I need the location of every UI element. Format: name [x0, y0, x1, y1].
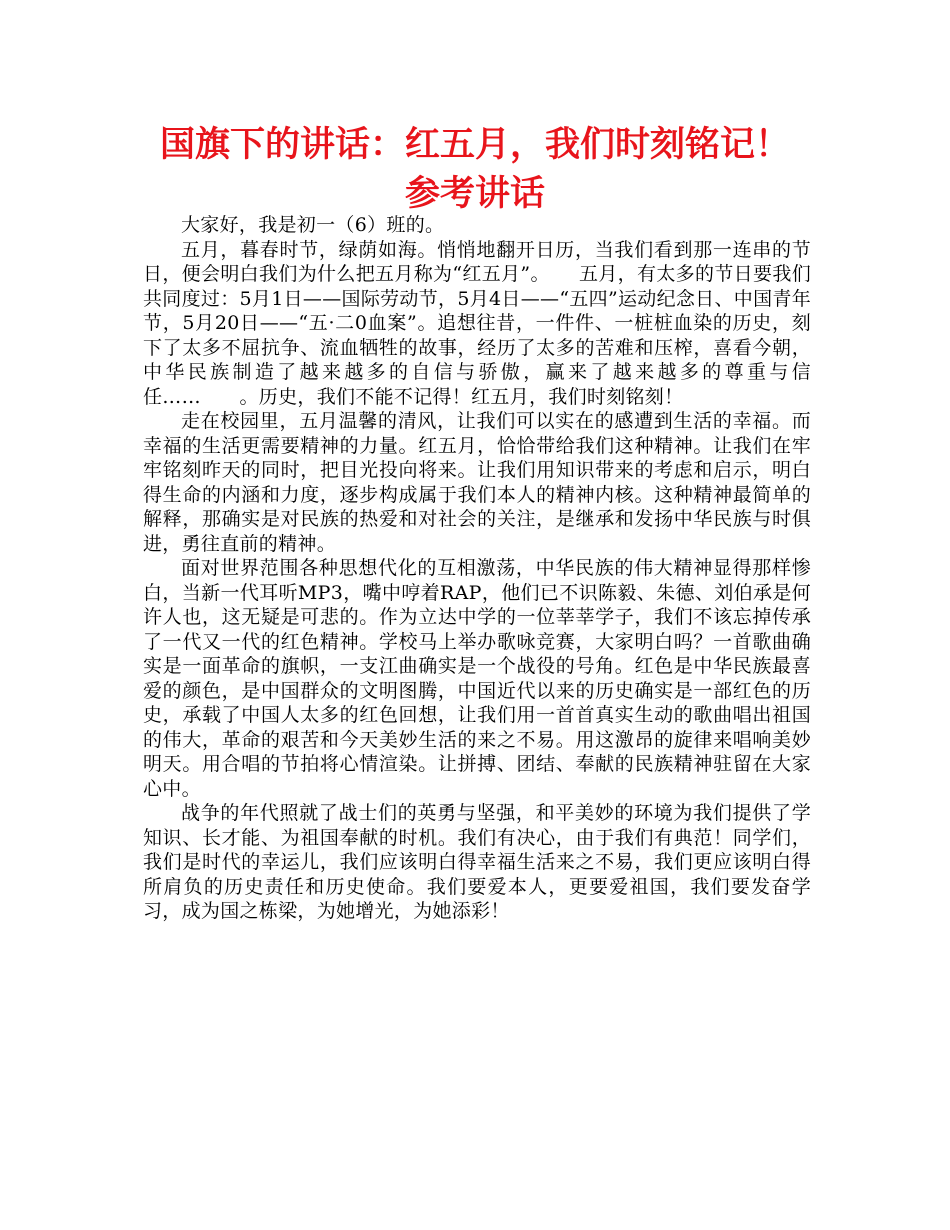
paragraph-campus: 走在校园里，五月温馨的清风，让我们可以实在的感遭到生活的幸福。而幸福的生活更需要精神的力量。红五月，恰恰带给我们这种精神。让我们在牢牢铭刻昨天的同时，把目光投向将来。让我们用知识带来的考虑和启示，明白得生命的内涵和力度，逐步构成属于我们本人的精神内核。这种精神最简单的解释，那确实是对民族的热爱和对社会的关注，是继承和发扬中华民族与时俱进，勇往直前的精神。 [143, 410, 811, 555]
paragraph-closing: 战争的年代照就了战士们的英勇与坚强，和平美妙的环境为我们提供了学知识、长才能、为祖国奉献的时机。我们有决心，由于我们有典范！同学们，我们是时代的幸运儿，我们应该明白得幸福生活来之不易，我们更应该明白得所肩负的历史责任和历史使命。我们要爱本人，更要爱祖国，我们要发奋学习，成为国之栋梁，为她增光，为她添彩！ [143, 802, 811, 922]
paragraph-red-spirit: 面对世界范围各种思想代化的互相激荡，中华民族的伟大精神显得那样惨白，当新一代耳听MP3，嘴中哼着RAP，他们已不识陈毅、朱德、刘伯承是何许人也，这无疑是可悲的。作为立达中学的一位莘莘学子，我们不该忘掉传承了一代又一代的红色精神。学校马上举办歌咏竞赛，大家明白吗？一首歌曲确实是一面革命的旗帜，一支江曲确实是一个战役的号角。红色是中华民族最喜爱的颜色，是中国群众的文明图腾，中国近代以来的历史确实是一部红色的历史，承载了中国人太多的红色回想，让我们用一首首真实生动的歌曲唱出祖国的伟大，革命的艰苦和今天美妙生活的来之不易。用这激昂的旋律来唱响美妙明天。用合唱的节拍将心情渲染。让拼搏、团结、奉献的民族精神驻留在大家心中。 [143, 557, 811, 800]
document-subtitle: 参考讲话 [404, 174, 545, 214]
document-title: 国旗下的讲话：红五月，我们时刻铭记！ [159, 125, 790, 165]
document-body [143, 213, 811, 924]
paragraph-greeting: 大家好，我是初一（6）班的。 [181, 214, 445, 236]
paragraph-may: 五月，暮春时节，绿荫如海。悄悄地翻开日历，当我们看到那一连串的节日，便会明白我们为什么把五月称为“红五月”。 五月，有太多的节日要我们共同度过：5月1日——国际劳动节，5月4日——“五四”运动纪念日、中国青年节，5月20日——“五·二0血案”。追想往昔，一件件、一桩桩血染的历史，刻下了太多不屈抗争、流血牺牲的故事，经历了太多的苦难和压榨，喜看今朝，中华民族制造了越来越多的自信与骄傲，赢来了越来越多的尊重与信任…… 。历史，我们不能不记得！红五月，我们时刻铭刻！ [143, 238, 811, 408]
